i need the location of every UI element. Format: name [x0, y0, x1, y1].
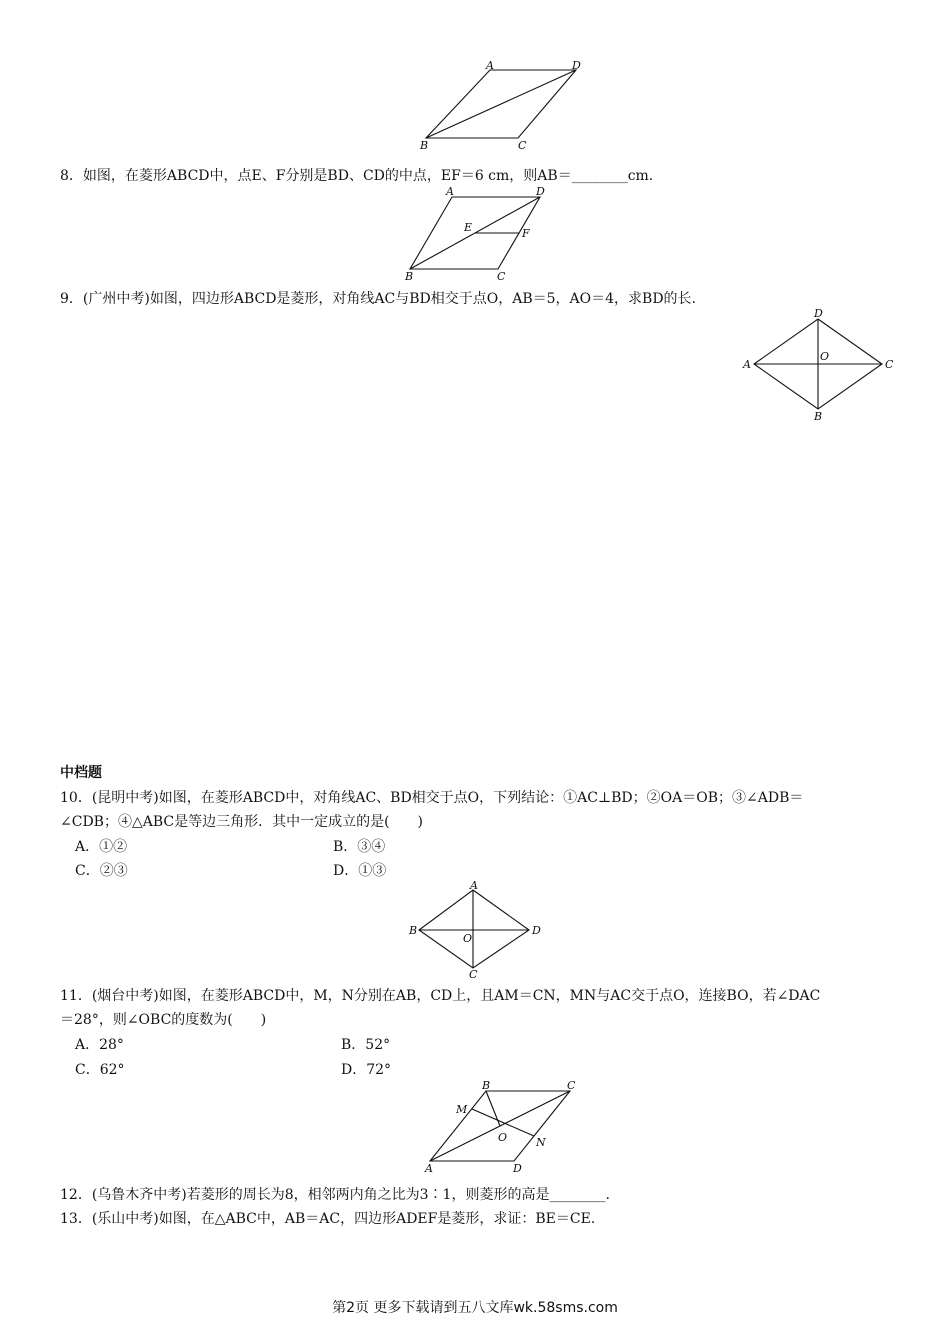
label-F: F: [522, 227, 530, 240]
q11-option-b: B．52°: [341, 1037, 391, 1053]
label-M: M: [456, 1103, 468, 1116]
label-A: A: [743, 358, 751, 371]
label-O: O: [498, 1131, 508, 1144]
question-9: 9．(广州中考)如图，四边形ABCD是菱形，对角线AC与BD相交于点O，AB＝5，AO＝4，求BD的长.: [60, 291, 697, 307]
rhombus-figure-q8: [400, 184, 560, 286]
label-C: C: [497, 270, 506, 283]
label-D: D: [536, 185, 545, 198]
label-B: B: [420, 139, 429, 150]
label-D: D: [513, 1162, 522, 1175]
question-12: 12．(乌鲁木齐中考)若菱形的周长为8，相邻两内角之比为3∶1，则菱形的高是________.: [60, 1187, 610, 1203]
rhombus-figure-q11: [420, 1078, 585, 1178]
label-B: B: [814, 410, 823, 423]
label-D: D: [532, 924, 541, 937]
question-13: 13．(乐山中考)如图，在△ABC中，AB＝AC，四边形ADEF是菱形，求证：BE＝CE.: [60, 1211, 596, 1227]
label-A: A: [470, 879, 478, 892]
q10-option-c: C．②③: [75, 863, 128, 879]
rhombus-figure-q7: [410, 58, 590, 150]
rhombus-figure-q10: [405, 879, 550, 979]
section-title: 中档题: [60, 765, 102, 781]
label-C: C: [885, 358, 894, 371]
question-8: 8．如图，在菱形ABCD中，点E、F分别是BD、CD的中点，EF＝6 cm，则AB＝________cm.: [60, 168, 654, 184]
q10-option-d: D．①③: [333, 863, 387, 879]
label-D: D: [814, 307, 823, 320]
q11-option-d: D．72°: [341, 1062, 392, 1078]
question-10-line-1: 10．(昆明中考)如图，在菱形ABCD中，对角线AC、BD相交于点O，下列结论：①AC⊥BD；②OA＝OB；③∠ADB＝: [60, 790, 804, 806]
question-11-line-1: 11．(烟台中考)如图，在菱形ABCD中，M，N分别在AB，CD上，且AM＝CN，MN与AC交于点O，连接BO，若∠DAC: [60, 988, 821, 1004]
rhombus-figure-q9: [740, 306, 900, 426]
question-11-line-2: ＝28°，则∠OBC的度数为( ): [60, 1012, 267, 1028]
q11-option-a: A．28°: [75, 1037, 124, 1053]
label-E: E: [464, 221, 473, 234]
label-O: O: [820, 350, 830, 363]
label-C: C: [469, 968, 478, 979]
label-A: A: [425, 1162, 433, 1175]
label-C: C: [567, 1079, 576, 1092]
label-C: C: [518, 139, 527, 150]
question-10-line-2: ∠CDB；④△ABC是等边三角形．其中一定成立的是( ): [60, 814, 424, 830]
label-N: N: [536, 1136, 546, 1149]
q10-option-a: A．①②: [75, 839, 128, 855]
label-B: B: [405, 270, 414, 283]
label-A: A: [486, 59, 494, 72]
q11-option-c: C．62°: [75, 1062, 125, 1078]
label-B: B: [409, 924, 418, 937]
page-footer: 第2页 更多下载请到五八文库wk.58sms.com: [332, 1300, 618, 1316]
label-D: D: [572, 59, 581, 72]
label-A: A: [446, 185, 454, 198]
label-B: B: [482, 1079, 491, 1092]
label-O: O: [463, 932, 473, 945]
q10-option-b: B．③④: [333, 839, 386, 855]
